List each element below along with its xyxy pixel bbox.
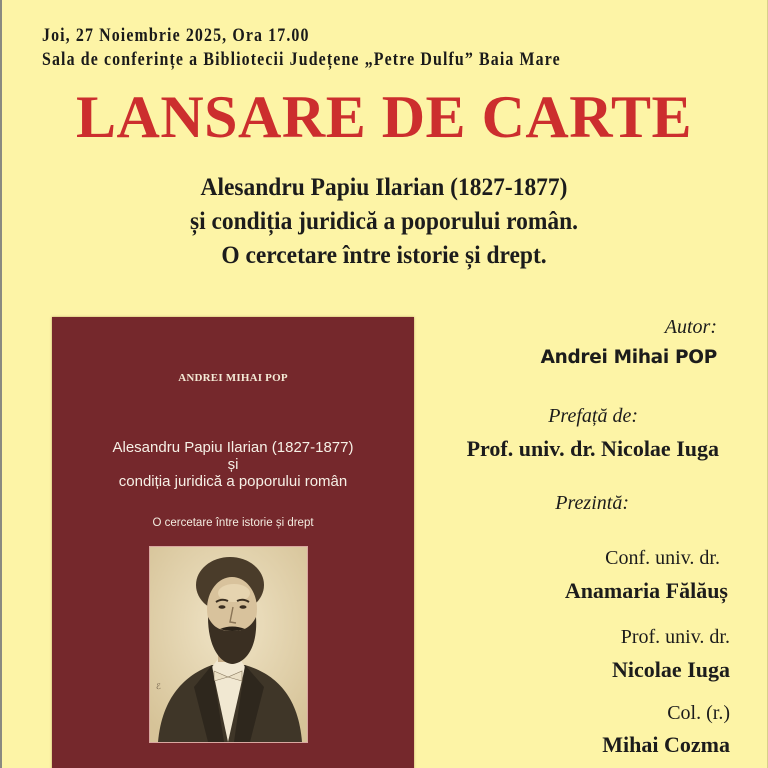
presenter-title: Conf. univ. dr. <box>605 547 720 569</box>
headline: LANSARE DE CARTE <box>76 84 692 150</box>
svg-text:ℰ: ℰ <box>156 682 161 691</box>
author-name: Andrei Mihai POP <box>540 347 717 368</box>
presenter-name: Anamaria Fălăuș <box>564 578 728 603</box>
portrait-engraving-icon <box>150 547 307 742</box>
book-title-line: Alesandru Papiu Ilarian (1827-1877) <box>200 172 568 201</box>
event-venue: Sala de conferințe a Bibliotecii Județene „Petre Dulfu” Baia Mare <box>42 50 561 70</box>
presenter-title: Prof. univ. dr. <box>620 626 730 648</box>
book-title-line: O cercetare între istorie și drept. <box>221 240 547 269</box>
book-title <box>0 170 768 272</box>
book-title-line: și condiția juridică a poporului român. <box>189 206 579 235</box>
event-date-time: Joi, 27 Noiembrie 2025, Ora 17.00 <box>42 26 310 46</box>
presenter-title: Col. (r.) <box>667 702 730 724</box>
presenter-name: Nicolae Iuga <box>612 657 730 682</box>
cover-title-line: și <box>227 456 239 473</box>
presenters-label: Prezintă: <box>555 492 629 514</box>
cover-author: ANDREI MIHAI POP <box>178 372 288 384</box>
portrait-image <box>149 546 308 743</box>
preface-label: Prefață de: <box>548 405 638 427</box>
cover-title-line: condiția juridică a poporului român <box>118 473 348 490</box>
preface-name: Prof. univ. dr. Nicolae Iuga <box>466 436 719 461</box>
cover-title-line: Alesandru Papiu Ilarian (1827-1877) <box>112 439 354 456</box>
cover-subtitle: O cercetare între istorie și drept <box>152 517 314 529</box>
cover-title <box>52 439 414 490</box>
presenter-name: Mihai Cozma <box>602 732 730 757</box>
author-label: Autor: <box>664 316 717 338</box>
